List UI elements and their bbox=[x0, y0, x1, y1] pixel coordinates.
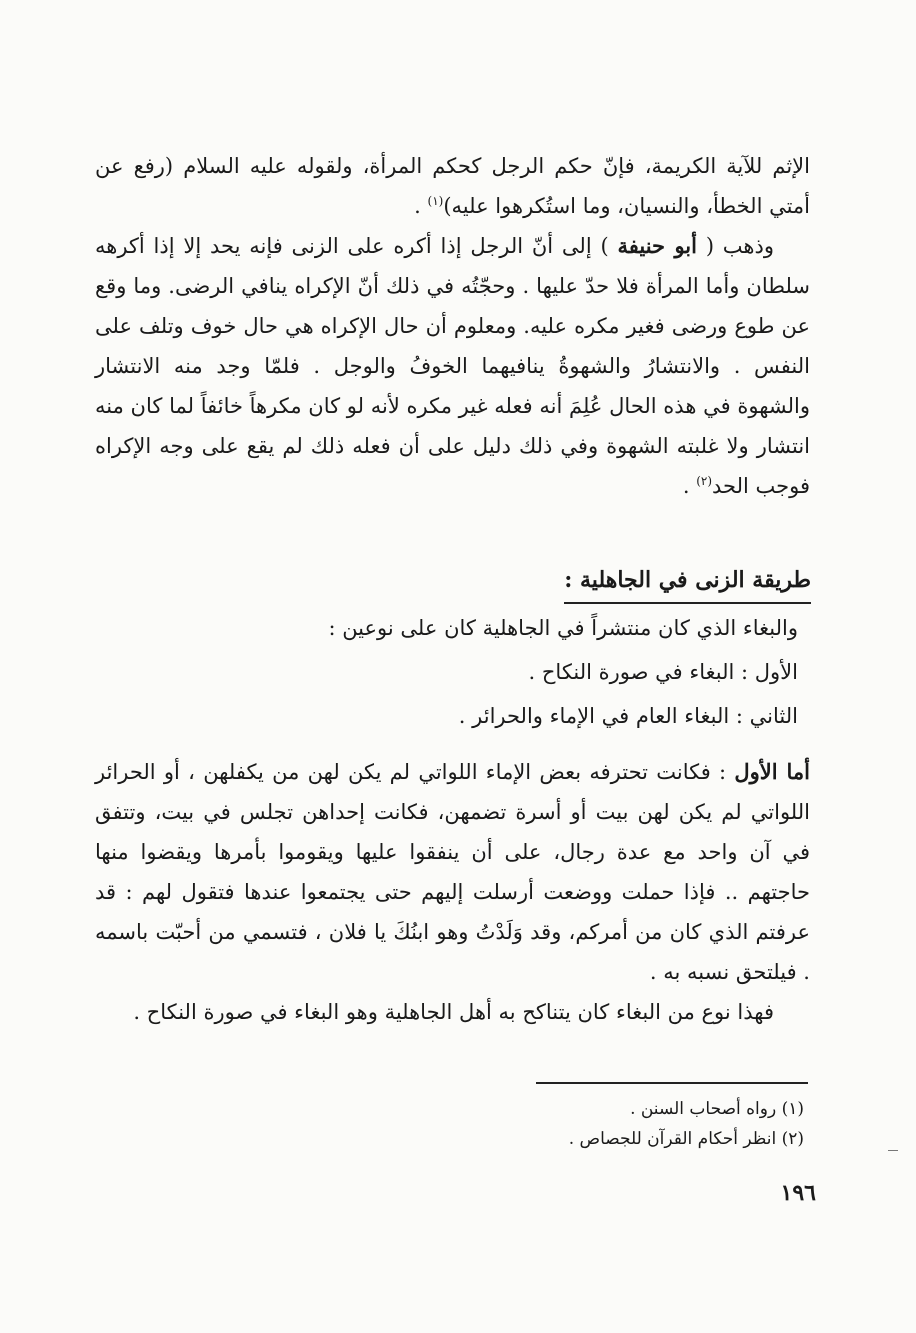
footnote-ref-1: (١) bbox=[427, 194, 444, 208]
bottom-text-block bbox=[95, 752, 810, 1032]
paragraph-ithm-text: الإثم للآية الكريمة، فإنّ حكم الرجل كحكم المرأة، ولقوله عليه السلام (رفع عن أمتي الخطأ، والنسيان، وما استُكرهوا عليه) bbox=[95, 154, 810, 218]
section-heading: طريقة الزنى في الجاهلية : bbox=[564, 560, 811, 604]
paragraph-abu-hanifa-lead: وذهب ( bbox=[705, 234, 774, 258]
types-intro: والبغاء الذي كان منتشراً في الجاهلية كان على نوعين : bbox=[328, 616, 798, 640]
first-type-lead: أما الأول bbox=[734, 759, 811, 784]
first-type-text: : فكانت تحترفه بعض الإماء اللواتي لم يكن لهن من يكفلهن ، أو الحرائر اللواتي لم يكن لهن بيت أو أسرة تضمهن، فكانت إحداهن تجلس في بيت، وتتفق في آن واحد مع عدة رجال، على أن ينفقوا عليها ويقوموا بأمرها ويقضوا منها حاجتهم .. فإذا حملت ووضعت أرسلت إليهم حتى يجتمعوا عندها فتقول لهم : قد عرفتم الذي كان من أمركم، وقد وَلَدْتُ وهو ابنُكَ يا فلان ، فتسمي من أحبّت باسمه . فيلتحق نسبه به . bbox=[95, 760, 810, 984]
footnote-2: (٢) انظر أحكام القرآن للجصاص . bbox=[568, 1129, 804, 1149]
types-list bbox=[198, 606, 798, 738]
paragraph-ithm-end: . bbox=[414, 194, 421, 218]
page-number: ١٩٦ bbox=[780, 1180, 816, 1206]
paragraph-conclusion: فهذا نوع من البغاء كان يتناكح به أهل الجاهلية وهو البغاء في صورة النكاح . bbox=[133, 1000, 774, 1024]
type-first: الأول : البغاء في صورة النكاح . bbox=[528, 660, 798, 684]
footnote-1: (١) رواه أصحاب السنن . bbox=[630, 1099, 804, 1119]
footnote-divider bbox=[536, 1082, 808, 1084]
type-second: الثاني : البغاء العام في الإماء والحرائر . bbox=[458, 704, 798, 728]
paragraph-abu-hanifa bbox=[95, 226, 810, 506]
name-abu-hanifa: أبو حنيفة bbox=[617, 233, 697, 258]
paragraph-ithm bbox=[95, 146, 810, 226]
paragraph-abu-hanifa-end: . bbox=[682, 474, 690, 498]
paragraph-abu-hanifa-text: ) إلى أنّ الرجل إذا أكره على الزنى فإنه يحد إلا إذا أكرهه سلطان وأما المرأة فلا حدّ عليها . وحجّتُه في ذلك أنّ الإكراه ينافي الرضى. وما وقع عن طوع ورضى فغير مكره عليه. ومعلوم أن حال الإكراه هي حال خوف وتلف على النفس . والانتشارُ والشهوةُ ينافيهما الخوفُ والوجل . فلمّا وجد منه الانتشار والشهوة في هذه الحال عُلِمَ أنه فعله غير مكره لأنه لو كان مكرهاً خائفاً لما كان منه انتشار ولا غلبته الشهوة وفي ذلك دليل على أن فعله ذلك لم يقع على وجه الإكراه فوجب الحد bbox=[95, 234, 810, 498]
footnote-ref-2: (٢) bbox=[696, 474, 713, 488]
paragraph-first-type bbox=[95, 752, 810, 992]
footnotes bbox=[404, 1094, 804, 1154]
top-text-block bbox=[95, 146, 810, 506]
margin-mark bbox=[888, 1150, 898, 1151]
